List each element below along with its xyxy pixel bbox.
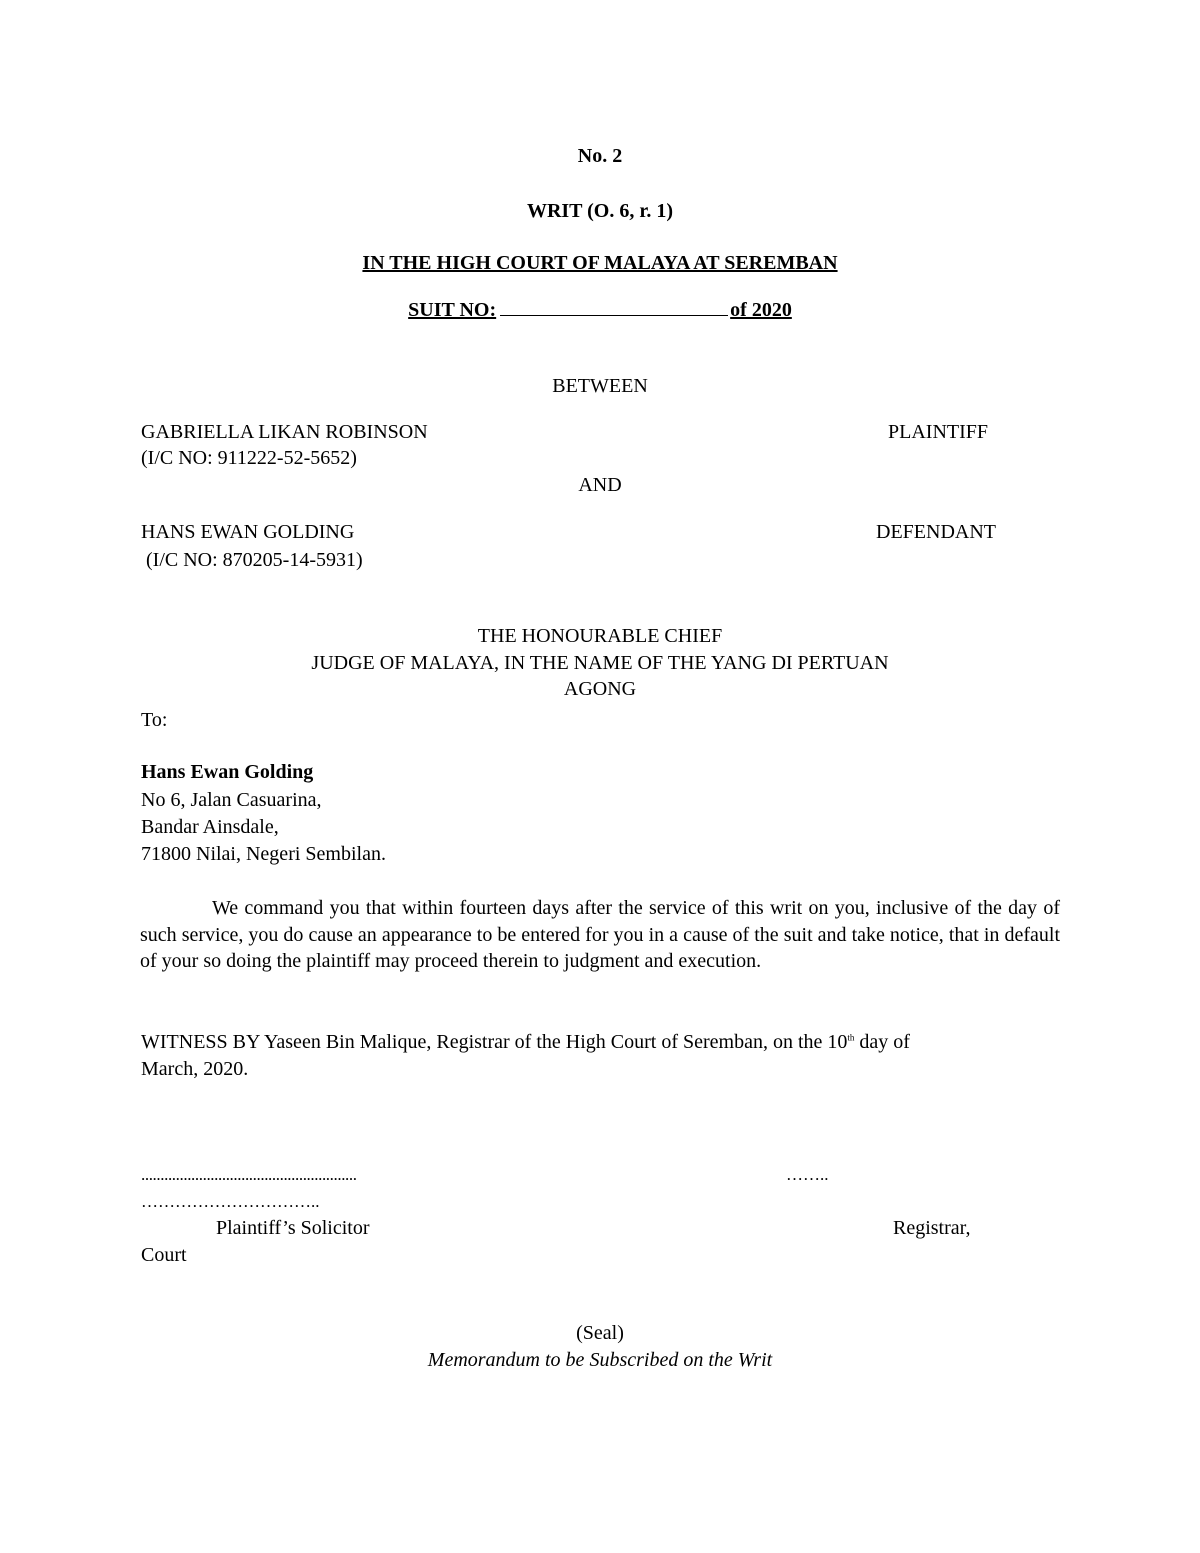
address-line-3: 71800 Nilai, Negeri Sembilan. (141, 843, 386, 865)
solicitor-label: Plaintiff’s Solicitor (216, 1217, 370, 1239)
and-label: AND (578, 474, 622, 496)
seal-label: (Seal) (576, 1322, 624, 1344)
form-number: No. 2 (577, 145, 623, 167)
court-heading: IN THE HIGH COURT OF MALAYA AT SEREMBAN (362, 252, 838, 274)
witness-text: WITNESS BY Yaseen Bin Malique, Registrar of the High Court of Seremban, on the 10 (141, 1031, 848, 1053)
signature-dots-right: …….. (786, 1165, 829, 1184)
plaintiff-name: GABRIELLA LIKAN ROBINSON (141, 421, 428, 443)
to-label: To: (141, 709, 168, 731)
defendant-role: DEFENDANT (876, 521, 996, 543)
addressee-name: Hans Ewan Golding (141, 761, 314, 783)
between-label: BETWEEN (552, 375, 648, 397)
authority-line-3: AGONG (563, 678, 637, 700)
signature-dots-left-2: ………………………….. (141, 1192, 320, 1211)
suit-label: SUIT NO: (408, 299, 497, 321)
address-line-1: No 6, Jalan Casuarina, (141, 789, 322, 811)
signature-dots-left: ........................................................ (141, 1165, 357, 1184)
suit-year: of 2020 (730, 299, 792, 321)
suit-number-line (0, 297, 1200, 323)
witness-line-1 (141, 1029, 910, 1055)
witness-ordinal: th (847, 1032, 855, 1043)
registrar-label: Registrar, (893, 1217, 971, 1239)
defendant-name: HANS EWAN GOLDING (141, 521, 355, 543)
authority-line-1: THE HONOURABLE CHIEF (477, 625, 723, 647)
witness-text-tail: day of (854, 1031, 910, 1053)
command-text: We command you that within fourteen days after the service of this writ on you, inclusive of the day of such service, you do cause an appearance to be entered for you in a cause of the suit and take notice, that in default of your so doing the plaintiff may proceed therein to judgment and execution. (140, 897, 1060, 972)
plaintiff-ic: (I/C NO: 911222-52-5652) (141, 447, 357, 469)
plaintiff-role: PLAINTIFF (888, 421, 989, 443)
defendant-ic: (I/C NO: 870205-14-5931) (146, 549, 363, 571)
memorandum-heading: Memorandum to be Subscribed on the Writ (427, 1349, 773, 1371)
suit-number-blank (500, 297, 728, 316)
authority-line-2: JUDGE OF MALAYA, IN THE NAME OF THE YANG DI PERTUAN (311, 652, 889, 674)
witness-line-2: March, 2020. (141, 1058, 249, 1080)
writ-title: WRIT (O. 6, r. 1) (526, 200, 674, 222)
address-line-2: Bandar Ainsdale, (141, 816, 279, 838)
court-label: Court (141, 1244, 187, 1266)
command-paragraph (140, 895, 1060, 975)
